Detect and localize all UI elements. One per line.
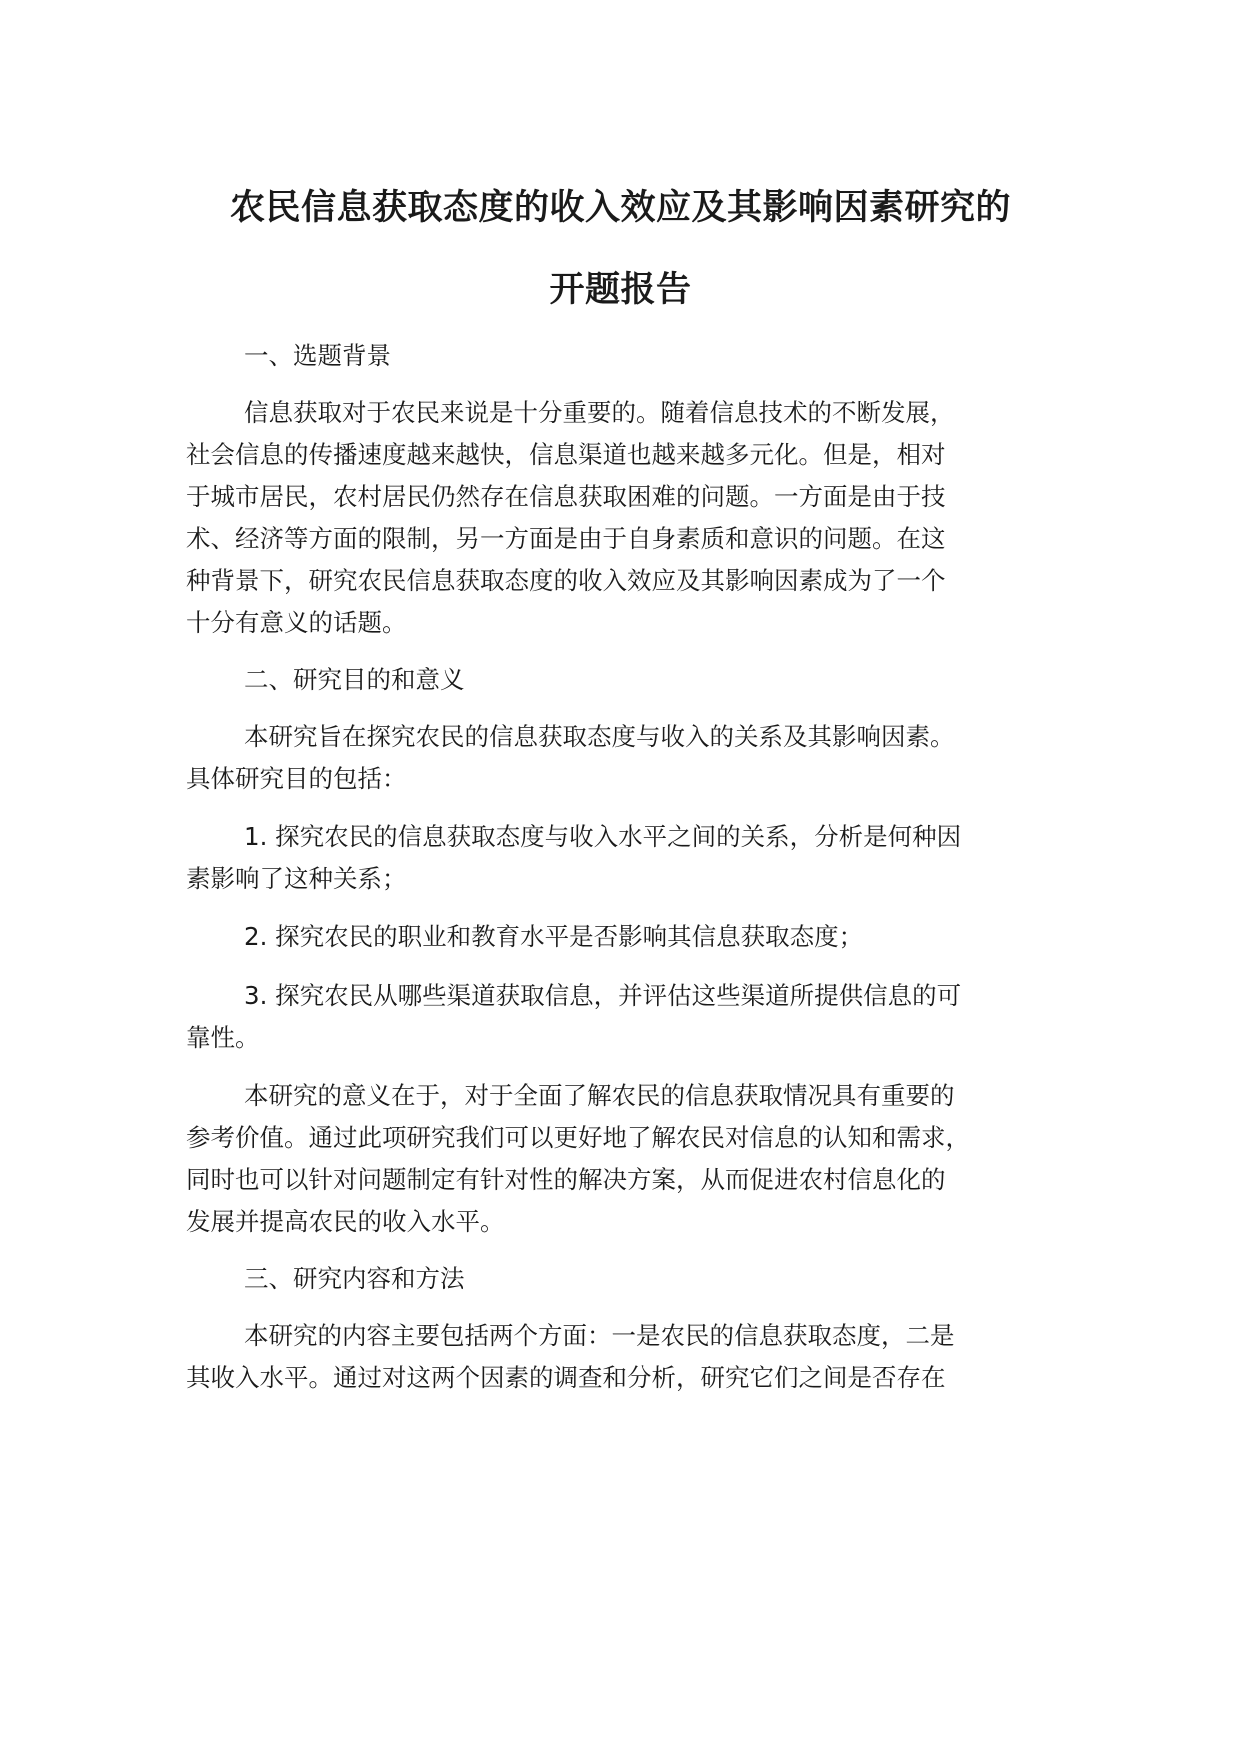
paragraph-line: 种背景下，研究农民信息获取态度的收入效应及其影响因素成为了一个 [186, 566, 946, 595]
list-item-3: 3. 探究农民从哪些渠道获取信息，并评估这些渠道所提供信息的可 [244, 981, 962, 1010]
paragraph-line: 同时也可以针对问题制定有针对性的解决方案，从而促进农村信息化的 [186, 1165, 946, 1194]
paragraph-line: 于城市居民，农村居民仍然存在信息获取困难的问题。一方面是由于技 [186, 482, 946, 511]
paragraph-line: 其收入水平。通过对这两个因素的调查和分析，研究它们之间是否存在 [186, 1363, 946, 1392]
paragraph-line: 本研究的内容主要包括两个方面：一是农民的信息获取态度，二是 [244, 1321, 955, 1350]
section-heading-background: 一、选题背景 [244, 341, 391, 370]
paragraph-line: 信息获取对于农民来说是十分重要的。随着信息技术的不断发展， [244, 398, 955, 427]
section-heading-content-methods: 三、研究内容和方法 [244, 1264, 465, 1293]
paragraph-line: 发展并提高农民的收入水平。 [186, 1207, 505, 1236]
document-title-line-1: 农民信息获取态度的收入效应及其影响因素研究的 [229, 188, 1011, 228]
list-item-2: 2. 探究农民的职业和教育水平是否影响其信息获取态度； [244, 922, 864, 951]
list-item-1-continued: 素影响了这种关系； [186, 864, 407, 893]
paragraph-line: 参考价值。通过此项研究我们可以更好地了解农民对信息的认知和需求， [186, 1123, 970, 1152]
document-title-line-2: 开题报告 [549, 270, 692, 310]
list-item-3-continued: 靠性。 [186, 1023, 260, 1052]
paragraph-line: 术、经济等方面的限制，另一方面是由于自身素质和意识的问题。在这 [186, 524, 946, 553]
paragraph-line: 本研究旨在探究农民的信息获取态度与收入的关系及其影响因素。 [244, 722, 955, 751]
paragraph-line: 本研究的意义在于，对于全面了解农民的信息获取情况具有重要的 [244, 1081, 955, 1110]
list-item-1: 1. 探究农民的信息获取态度与收入水平之间的关系，分析是何种因 [244, 822, 962, 851]
paragraph-line: 社会信息的传播速度越来越快，信息渠道也越来越多元化。但是，相对 [186, 440, 946, 469]
paragraph-line: 十分有意义的话题。 [186, 608, 407, 637]
section-heading-purpose: 二、研究目的和意义 [244, 665, 465, 694]
paragraph-line: 具体研究目的包括： [186, 764, 407, 793]
